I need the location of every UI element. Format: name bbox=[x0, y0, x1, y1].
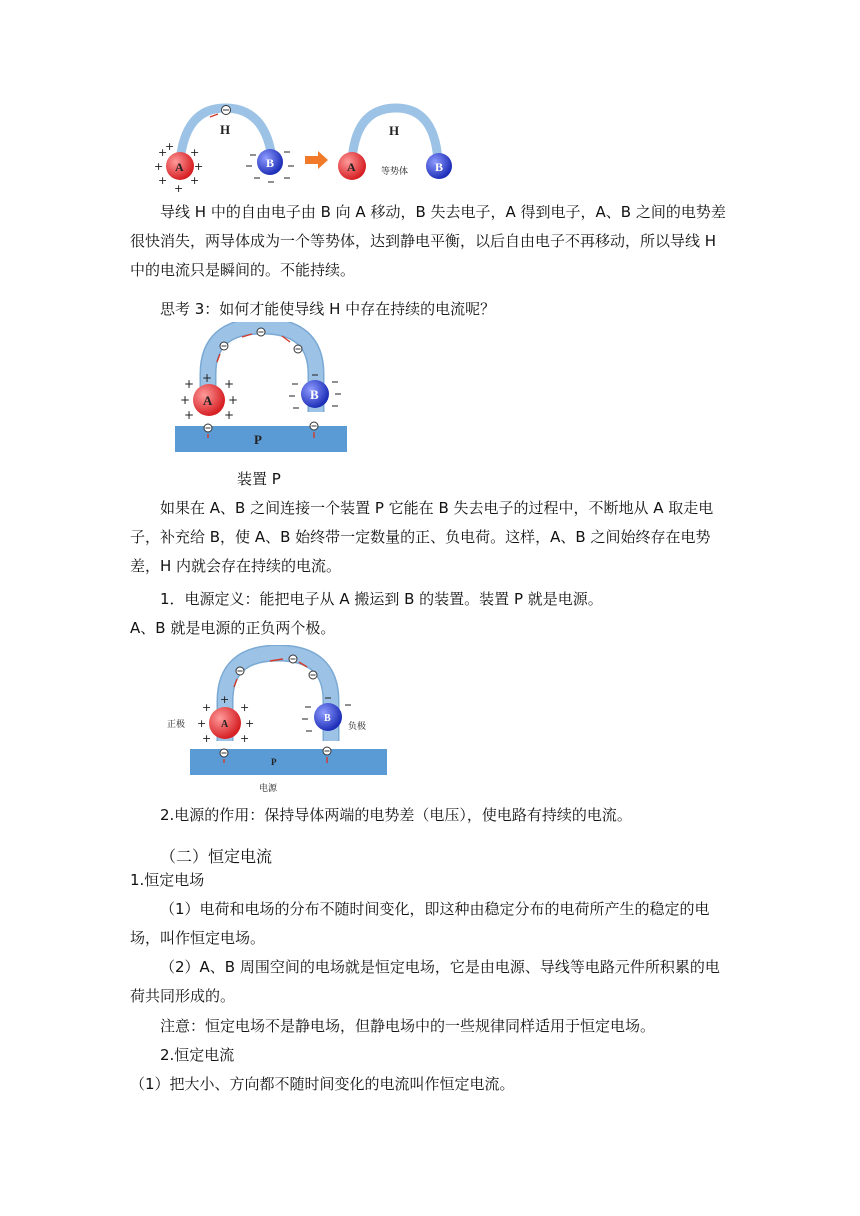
label-a: A bbox=[221, 719, 229, 730]
svg-text:+: + bbox=[228, 393, 239, 407]
power-source-definition: 1．电源定义：能把电子从 A 搬运到 B 的装置。装置 P 就是电源。 bbox=[160, 590, 603, 608]
paragraph-discharge: 导线 H 中的自由电子由 B 向 A 移动，B 失去电子，A 得到电子，A、B 之间的电势差很快消失，两导体成为一个等势体，达到静电平衡，以后自由电子不再移动，所以导线 H 中的电流只是瞬间的。不能持续。 bbox=[130, 203, 726, 279]
label-a-right: A bbox=[347, 160, 356, 174]
svg-text:+: + bbox=[202, 371, 213, 385]
svg-text:+: + bbox=[190, 146, 200, 159]
question-3: 思考 3：如何才能使导线 H 中存在持续的电流呢？ bbox=[160, 300, 496, 318]
svg-text:+: + bbox=[180, 393, 191, 407]
caption-device-p: 装置 P bbox=[237, 470, 281, 488]
figure-device-p bbox=[172, 322, 352, 457]
power-source-caption: 电源 bbox=[259, 784, 278, 794]
label-p: P bbox=[254, 432, 262, 447]
label-a-left: A bbox=[175, 160, 184, 174]
right-arrow-icon bbox=[305, 151, 328, 169]
svg-text:+: + bbox=[158, 146, 168, 159]
power-source-poles: A、B 就是电源的正负两个极。 bbox=[130, 619, 336, 637]
svg-text:+: + bbox=[245, 717, 255, 730]
svg-text:+: + bbox=[224, 408, 235, 422]
label-b-right: B bbox=[435, 160, 444, 174]
label-a: A bbox=[203, 393, 213, 408]
svg-text:+: + bbox=[240, 701, 250, 714]
svg-text:+: + bbox=[184, 408, 195, 422]
subheading-steady-field: 1.恒定电场 bbox=[130, 871, 205, 889]
steady-field-source: （2）A、B 周围空间的电场就是恒定电场，它是由电源、导线等电路元件所积累的电荷共同形成的。 bbox=[130, 958, 720, 1005]
figure-power-source bbox=[165, 645, 395, 795]
svg-text:+: + bbox=[174, 182, 184, 195]
label-b: B bbox=[324, 713, 331, 724]
note-steady-field: 注意：恒定电场不是静电场，但静电场中的一些规律同样适用于恒定电场。 bbox=[160, 1017, 656, 1035]
svg-text:+: + bbox=[202, 701, 212, 714]
svg-text:+: + bbox=[154, 160, 164, 173]
label-b-left: B bbox=[266, 156, 275, 170]
svg-text:+: + bbox=[240, 732, 250, 745]
label-h-left: H bbox=[220, 122, 231, 137]
svg-text:+: + bbox=[190, 174, 200, 187]
equipotential-label: 等势体 bbox=[381, 167, 409, 177]
svg-text:+: + bbox=[184, 377, 195, 391]
svg-text:+: + bbox=[197, 717, 207, 730]
svg-text:+: + bbox=[165, 140, 175, 153]
power-source-role: 2.电源的作用：保持导体两端的电势差（电压），使电路有持续的电流。 bbox=[160, 806, 632, 824]
section-heading-steady-current: （二）恒定电流 bbox=[160, 847, 273, 866]
steady-field-definition: （1）电荷和电场的分布不随时间变化，即这种由稳定分布的电荷所产生的稳定的电场，叫作恒定电场。 bbox=[130, 900, 710, 947]
label-h-right: H bbox=[389, 123, 400, 138]
negative-pole-label: 负极 bbox=[348, 722, 367, 732]
svg-text:+: + bbox=[158, 174, 168, 187]
positive-pole-label: 正极 bbox=[167, 720, 186, 730]
subheading-steady-current: 2.恒定电流 bbox=[160, 1046, 235, 1064]
svg-text:+: + bbox=[220, 693, 230, 706]
figure-discharge bbox=[150, 100, 470, 195]
svg-text:+: + bbox=[224, 377, 235, 391]
label-p: P bbox=[271, 757, 277, 767]
steady-current-definition: （1）把大小、方向都不随时间变化的电流叫作恒定电流。 bbox=[130, 1075, 515, 1093]
svg-text:+: + bbox=[194, 160, 204, 173]
paragraph-device: 如果在 A、B 之间连接一个装置 P 它能在 B 失去电子的过程中，不断地从 A 取走电子，补充给 B，使 A、B 始终带一定数量的正、负电荷。这样，A、B 之间始终存在电势差，H 内就会存在持续的电流。 bbox=[130, 499, 714, 575]
svg-text:+: + bbox=[202, 732, 212, 745]
label-b: B bbox=[310, 387, 319, 402]
